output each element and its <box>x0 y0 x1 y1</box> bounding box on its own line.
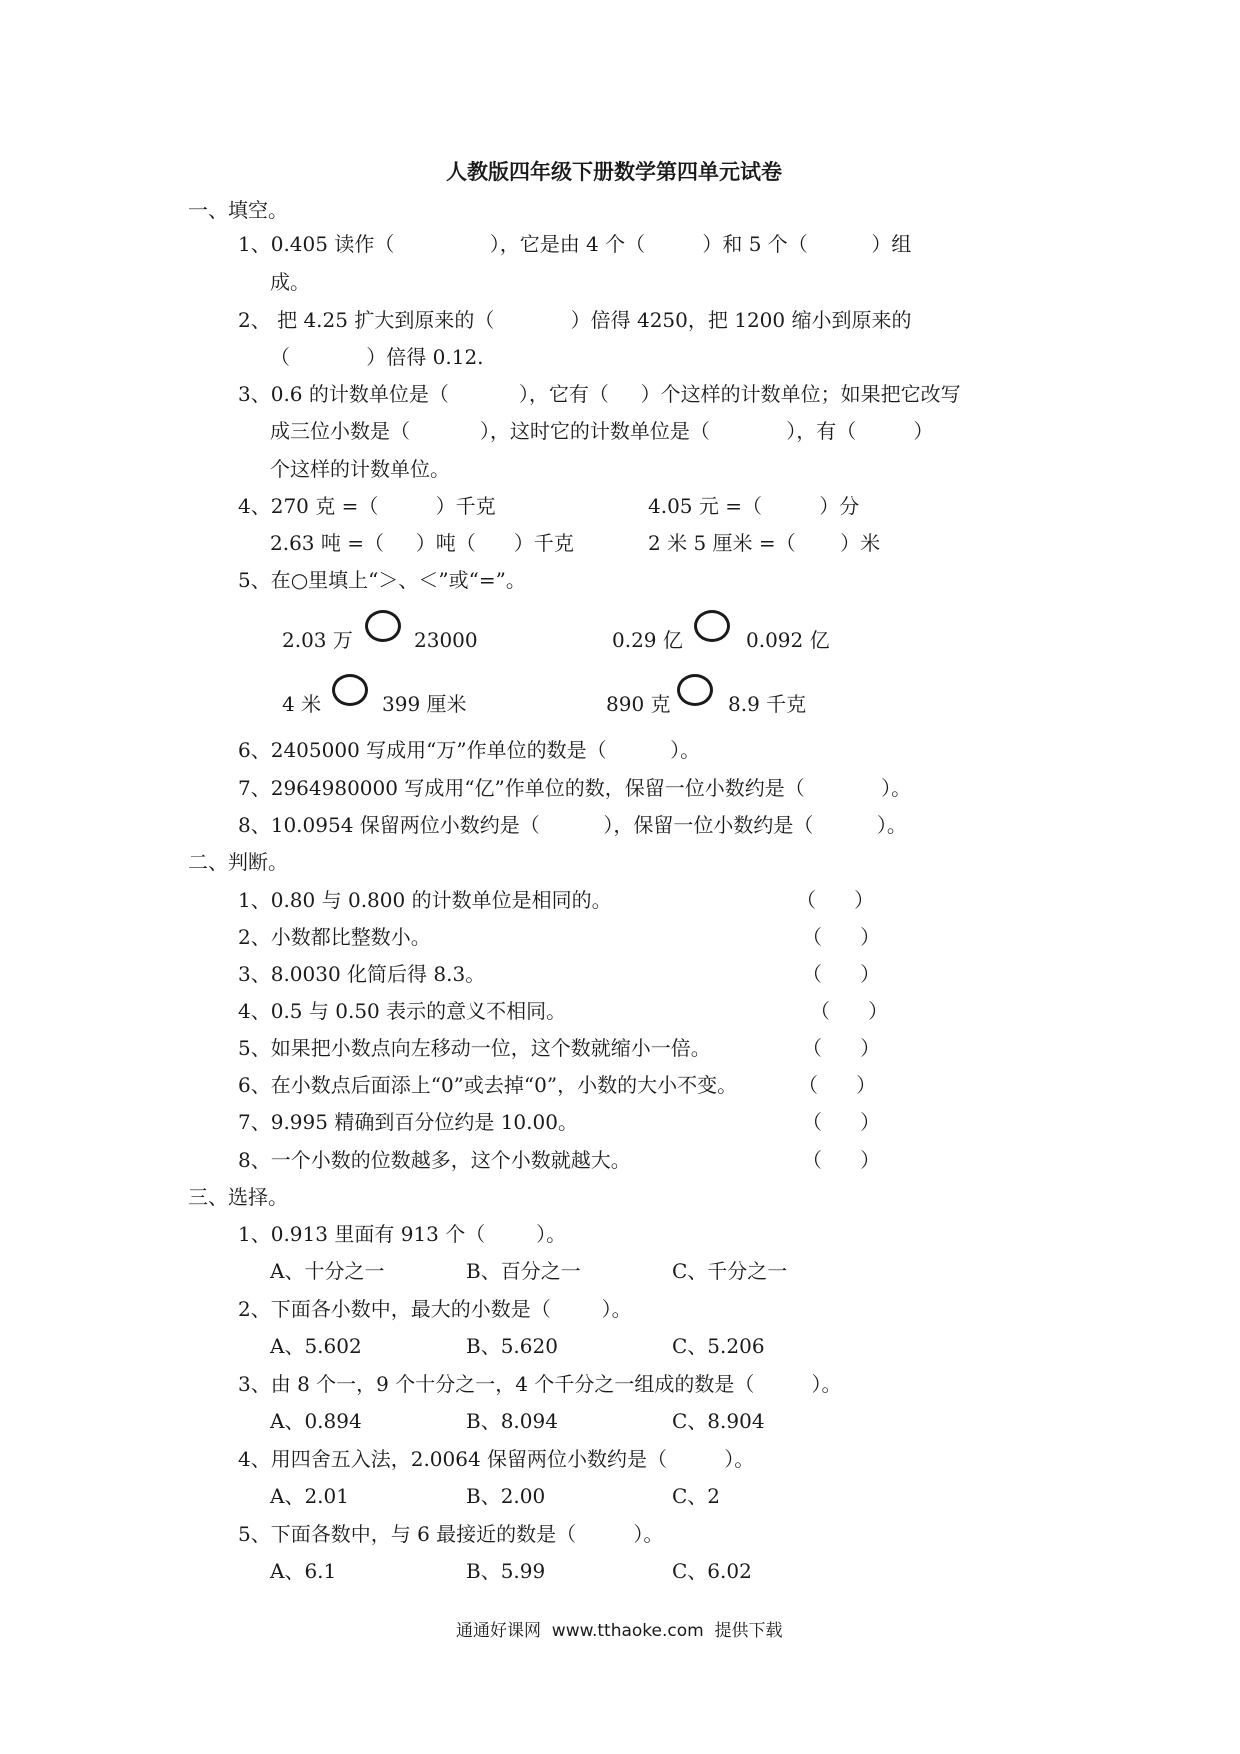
judge-answer-6[interactable]: （ ） <box>798 1073 877 1097</box>
judge-item-1: 1、0.80 与 0.800 的计数单位是相同的。 <box>238 888 612 912</box>
compare-2-left: 0.29 亿 <box>612 628 683 652</box>
choice-2-option-a[interactable]: A、5.602 <box>270 1334 362 1358</box>
choice-4-option-b[interactable]: B、2.00 <box>466 1484 546 1508</box>
judge-answer-5[interactable]: （ ） <box>802 1036 881 1060</box>
s1-q6: 6、2405000 写成用“万”作单位的数是（ ）。 <box>238 738 701 762</box>
choice-4-option-a[interactable]: A、2.01 <box>270 1484 349 1508</box>
s1-q4-line2-right: 2 米 5 厘米 =（ ）米 <box>648 531 881 555</box>
s1-q3-line2: 成三位小数是（ ），这时它的计数单位是（ ），有（ ） <box>270 419 934 443</box>
s1-q7: 7、2964980000 写成用“亿”作单位的数，保留一位小数约是（ ）。 <box>238 776 912 800</box>
s1-q3-line3: 个这样的计数单位。 <box>270 457 450 481</box>
choice-1-option-a[interactable]: A、十分之一 <box>270 1259 385 1283</box>
choice-3-option-c[interactable]: C、8.904 <box>672 1409 765 1433</box>
judge-answer-4[interactable]: （ ） <box>810 999 889 1023</box>
s1-q2-line2: （ ）倍得 0.12. <box>270 345 484 369</box>
footer-credit: 通通好课网 www.tthaoke.com 提供下载 <box>456 1621 783 1641</box>
judge-answer-1[interactable]: （ ） <box>796 888 875 912</box>
choice-4-option-c[interactable]: C、2 <box>672 1484 721 1508</box>
compare-1-left: 2.03 万 <box>282 628 353 652</box>
choice-1-option-c[interactable]: C、千分之一 <box>672 1259 788 1283</box>
choice-2-option-c[interactable]: C、5.206 <box>672 1334 765 1358</box>
choice-1-option-b[interactable]: B、百分之一 <box>466 1259 581 1283</box>
compare-3-right: 399 厘米 <box>382 692 467 716</box>
judge-item-8: 8、一个小数的位数越多，这个小数就越大。 <box>238 1148 631 1172</box>
choice-3-option-a[interactable]: A、0.894 <box>270 1409 362 1433</box>
choice-5-option-a[interactable]: A、6.1 <box>270 1559 337 1583</box>
choice-3-option-b[interactable]: B、8.094 <box>466 1409 558 1433</box>
judge-item-4: 4、0.5 与 0.50 表示的意义不相同。 <box>238 999 567 1023</box>
choice-question-5: 5、下面各数中，与 6 最接近的数是（ ）。 <box>238 1522 664 1546</box>
section-3-heading: 三、选择。 <box>188 1185 288 1209</box>
judge-item-7: 7、9.995 精确到百分位约是 10.00。 <box>238 1110 578 1134</box>
compare-1-right: 23000 <box>414 628 478 652</box>
choice-2-option-b[interactable]: B、5.620 <box>466 1334 558 1358</box>
s1-q4-line1-left: 4、270 克 =（ ）千克 <box>238 494 496 518</box>
s1-q5: 5、在○里填上“＞、＜”或“=”。 <box>238 568 526 592</box>
compare-2-right: 0.092 亿 <box>746 628 830 652</box>
section-1-heading: 一、填空。 <box>188 198 288 222</box>
judge-item-6: 6、在小数点后面添上“0”或去掉“0”，小数的大小不变。 <box>238 1073 738 1097</box>
compare-circle-4[interactable] <box>677 674 713 706</box>
compare-circle-2[interactable] <box>694 610 730 642</box>
choice-5-option-b[interactable]: B、5.99 <box>466 1559 546 1583</box>
judge-answer-3[interactable]: （ ） <box>802 962 881 986</box>
compare-3-left: 4 米 <box>282 692 322 716</box>
s1-q2-line1: 2、 把 4.25 扩大到原来的（ ）倍得 4250，把 1200 缩小到原来的 <box>238 308 912 332</box>
judge-answer-2[interactable]: （ ） <box>802 925 881 949</box>
section-2-heading: 二、判断。 <box>188 850 288 874</box>
s1-q3-line1: 3、0.6 的计数单位是（ ），它有（ ）个这样的计数单位；如果把它改写 <box>238 382 961 406</box>
judge-answer-8[interactable]: （ ） <box>802 1148 881 1172</box>
judge-item-3: 3、8.0030 化简后得 8.3。 <box>238 962 486 986</box>
choice-question-1: 1、0.913 里面有 913 个（ ）。 <box>238 1222 567 1246</box>
s1-q1-line1: 1、0.405 读作（ ），它是由 4 个（ ）和 5 个（ ）组 <box>238 232 912 256</box>
choice-question-2: 2、下面各小数中，最大的小数是（ ）。 <box>238 1297 632 1321</box>
s1-q4-line1-right: 4.05 元 =（ ）分 <box>648 494 860 518</box>
compare-4-left: 890 克 <box>606 692 671 716</box>
s1-q8: 8、10.0954 保留两位小数约是（ ），保留一位小数约是（ ）。 <box>238 813 907 837</box>
judge-item-2: 2、小数都比整数小。 <box>238 925 431 949</box>
choice-question-4: 4、用四舍五入法，2.0064 保留两位小数约是（ ）。 <box>238 1447 755 1471</box>
judge-answer-7[interactable]: （ ） <box>802 1110 881 1134</box>
page-title: 人教版四年级下册数学第四单元试卷 <box>446 159 782 184</box>
compare-4-right: 8.9 千克 <box>728 692 807 716</box>
s1-q1-line2: 成。 <box>270 270 310 294</box>
judge-item-5: 5、如果把小数点向左移动一位，这个数就缩小一倍。 <box>238 1036 711 1060</box>
compare-circle-1[interactable] <box>365 610 401 642</box>
compare-circle-3[interactable] <box>332 674 368 706</box>
choice-question-3: 3、由 8 个一，9 个十分之一，4 个千分之一组成的数是（ ）。 <box>238 1372 842 1396</box>
s1-q4-line2-left: 2.63 吨 =（ ）吨（ ）千克 <box>270 531 574 555</box>
choice-5-option-c[interactable]: C、6.02 <box>672 1559 752 1583</box>
